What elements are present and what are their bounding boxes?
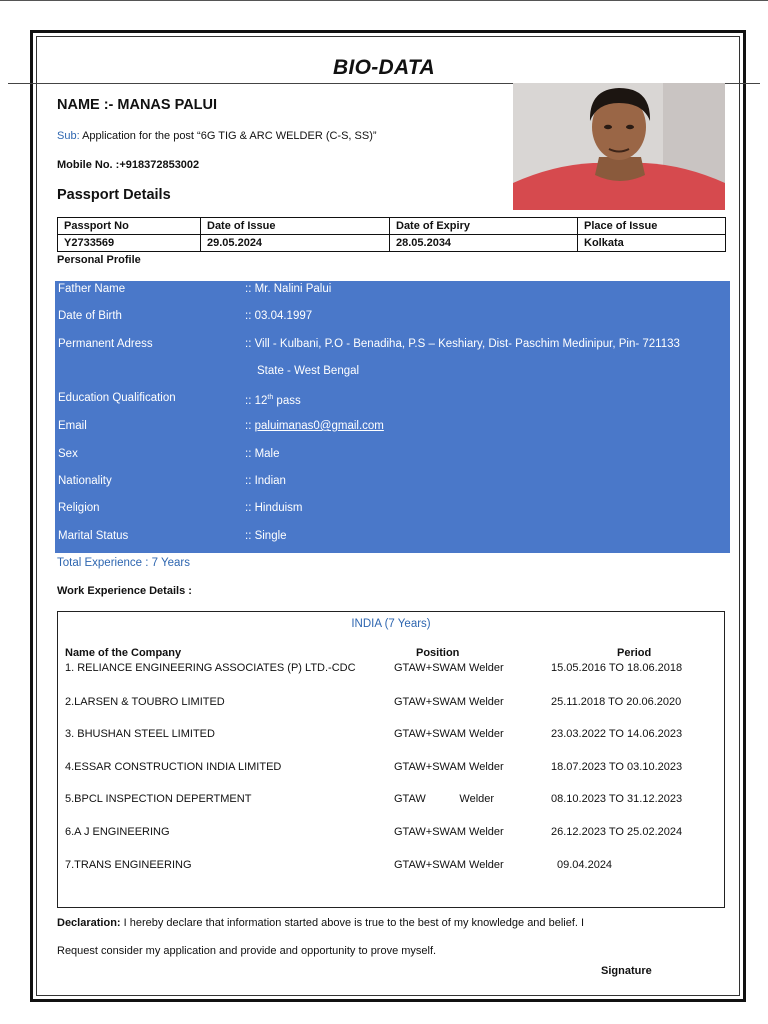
education-value [245, 390, 301, 409]
passport-heading: Passport Details [57, 187, 171, 203]
applicant-name: NAME :- MANAS PALUI [57, 97, 218, 113]
education-sup: th [267, 394, 274, 401]
declaration [57, 909, 727, 965]
address-label: Permanent Adress [58, 338, 153, 350]
expiry-date-value: 28.05.2034 [390, 235, 578, 252]
position: GTAW+SWAM Welder [394, 728, 504, 740]
company-name: 6.A J ENGINEERING [65, 826, 170, 838]
education-label: Education Qualification [58, 392, 176, 404]
passport-header-row [58, 218, 726, 235]
religion-label: Religion [58, 502, 100, 514]
email-label: Email [58, 420, 87, 432]
period: 26.12.2023 TO 25.02.2024 [551, 826, 683, 838]
personal-profile-heading: Personal Profile [57, 254, 141, 266]
subject-line [57, 130, 377, 142]
document-title: BIO-DATA [333, 56, 435, 79]
position: GTAW+SWAM Welder [394, 761, 504, 773]
company-name: 2.LARSEN & TOUBRO LIMITED [65, 696, 225, 708]
work-row [58, 728, 724, 744]
father-value: :: Mr. Nalini Palui [245, 283, 332, 295]
subject-text: Application for the post “6G TIG & ARC WELDER (C-S, SS)” [79, 130, 377, 142]
subject-label: Sub: [57, 130, 80, 142]
email-prefix: :: [245, 420, 255, 432]
period: 25.11.2018 TO 20.06.2020 [551, 696, 682, 708]
dob-value: :: 03.04.1997 [245, 310, 313, 322]
position-column-header: Position [416, 647, 460, 659]
issue-place-value: Kolkata [578, 235, 726, 252]
position: GTAW+SWAM Welder [394, 662, 504, 674]
address-value: :: Vill - Kulbani, P.O - Benadiha, P.S – Keshiary, Dist- Paschim Medinipur, Pin- 721133 [245, 338, 680, 350]
period: 18.07.2023 TO 03.10.2023 [551, 761, 683, 773]
marital-value: :: Single [245, 530, 287, 542]
passport-table [57, 217, 726, 252]
email-value [245, 418, 384, 434]
declaration-text-1: I hereby declare that information started above is true to the best of my knowledge and belief. I [120, 917, 585, 929]
declaration-line-2: Request consider my application and provide and opportunity to prove myself. [57, 945, 437, 957]
issue-date-header: Date of Issue [201, 218, 390, 235]
position: GTAW+SWAM Welder [394, 826, 504, 838]
work-row [58, 793, 724, 809]
issue-place-header: Place of Issue [578, 218, 726, 235]
nationality-label: Nationality [58, 475, 112, 487]
work-row [58, 696, 724, 712]
personal-profile-panel [55, 281, 730, 553]
education-suffix: pass [273, 394, 301, 407]
period: 08.10.2023 TO 31.12.2023 [551, 793, 683, 805]
sex-value: :: Male [245, 448, 280, 460]
nationality-value: :: Indian [245, 475, 286, 487]
region-heading: INDIA (7 Years) [351, 618, 431, 630]
passport-value-row [58, 235, 726, 252]
signature-label: Signature [601, 965, 652, 977]
period: 23.03.2022 TO 14.06.2023 [551, 728, 683, 740]
sex-label: Sex [58, 448, 78, 460]
dob-label: Date of Birth [58, 310, 122, 322]
company-column-header: Name of the Company [65, 647, 182, 659]
declaration-label: Declaration: [57, 917, 121, 929]
position: GTAW Welder [394, 793, 495, 805]
company-name: 5.BPCL INSPECTION DEPERTMENT [65, 793, 252, 805]
expiry-date-header: Date of Expiry [390, 218, 578, 235]
period-column-header: Period [617, 647, 652, 659]
work-row [58, 859, 724, 875]
work-experience-heading: Work Experience Details : [57, 585, 192, 597]
top-border-line [0, 0, 768, 1]
work-row [58, 662, 724, 678]
passport-no-header: Passport No [58, 218, 201, 235]
email-link[interactable]: paluimanas0@gmail.com [254, 420, 384, 432]
work-experience-box [57, 611, 725, 908]
applicant-photo [513, 83, 725, 210]
company-name: 7.TRANS ENGINEERING [65, 859, 192, 871]
work-row [58, 826, 724, 842]
company-name: 4.ESSAR CONSTRUCTION INDIA LIMITED [65, 761, 282, 773]
period: 09.04.2024 [557, 859, 613, 871]
total-experience: Total Experience : 7 Years [57, 557, 190, 569]
issue-date-value: 29.05.2024 [201, 235, 390, 252]
education-prefix: :: 12 [245, 394, 268, 407]
mobile-number: Mobile No. :+918372853002 [57, 159, 200, 171]
declaration-line-1 [57, 909, 727, 937]
marital-label: Marital Status [58, 530, 129, 542]
address-state: State - West Bengal [257, 365, 360, 377]
passport-no-value: Y2733569 [58, 235, 201, 252]
position: GTAW+SWAM Welder [394, 859, 504, 871]
company-name: 3. BHUSHAN STEEL LIMITED [65, 728, 215, 740]
religion-value: :: Hinduism [245, 502, 303, 514]
father-label: Father Name [58, 283, 126, 295]
portrait-illustration [513, 83, 725, 210]
company-name: 1. RELIANCE ENGINEERING ASSOCIATES (P) LTD.-CDC [65, 662, 356, 674]
position: GTAW+SWAM Welder [394, 696, 504, 708]
work-row [58, 761, 724, 777]
period: 15.05.2016 TO 18.06.2018 [551, 662, 683, 674]
